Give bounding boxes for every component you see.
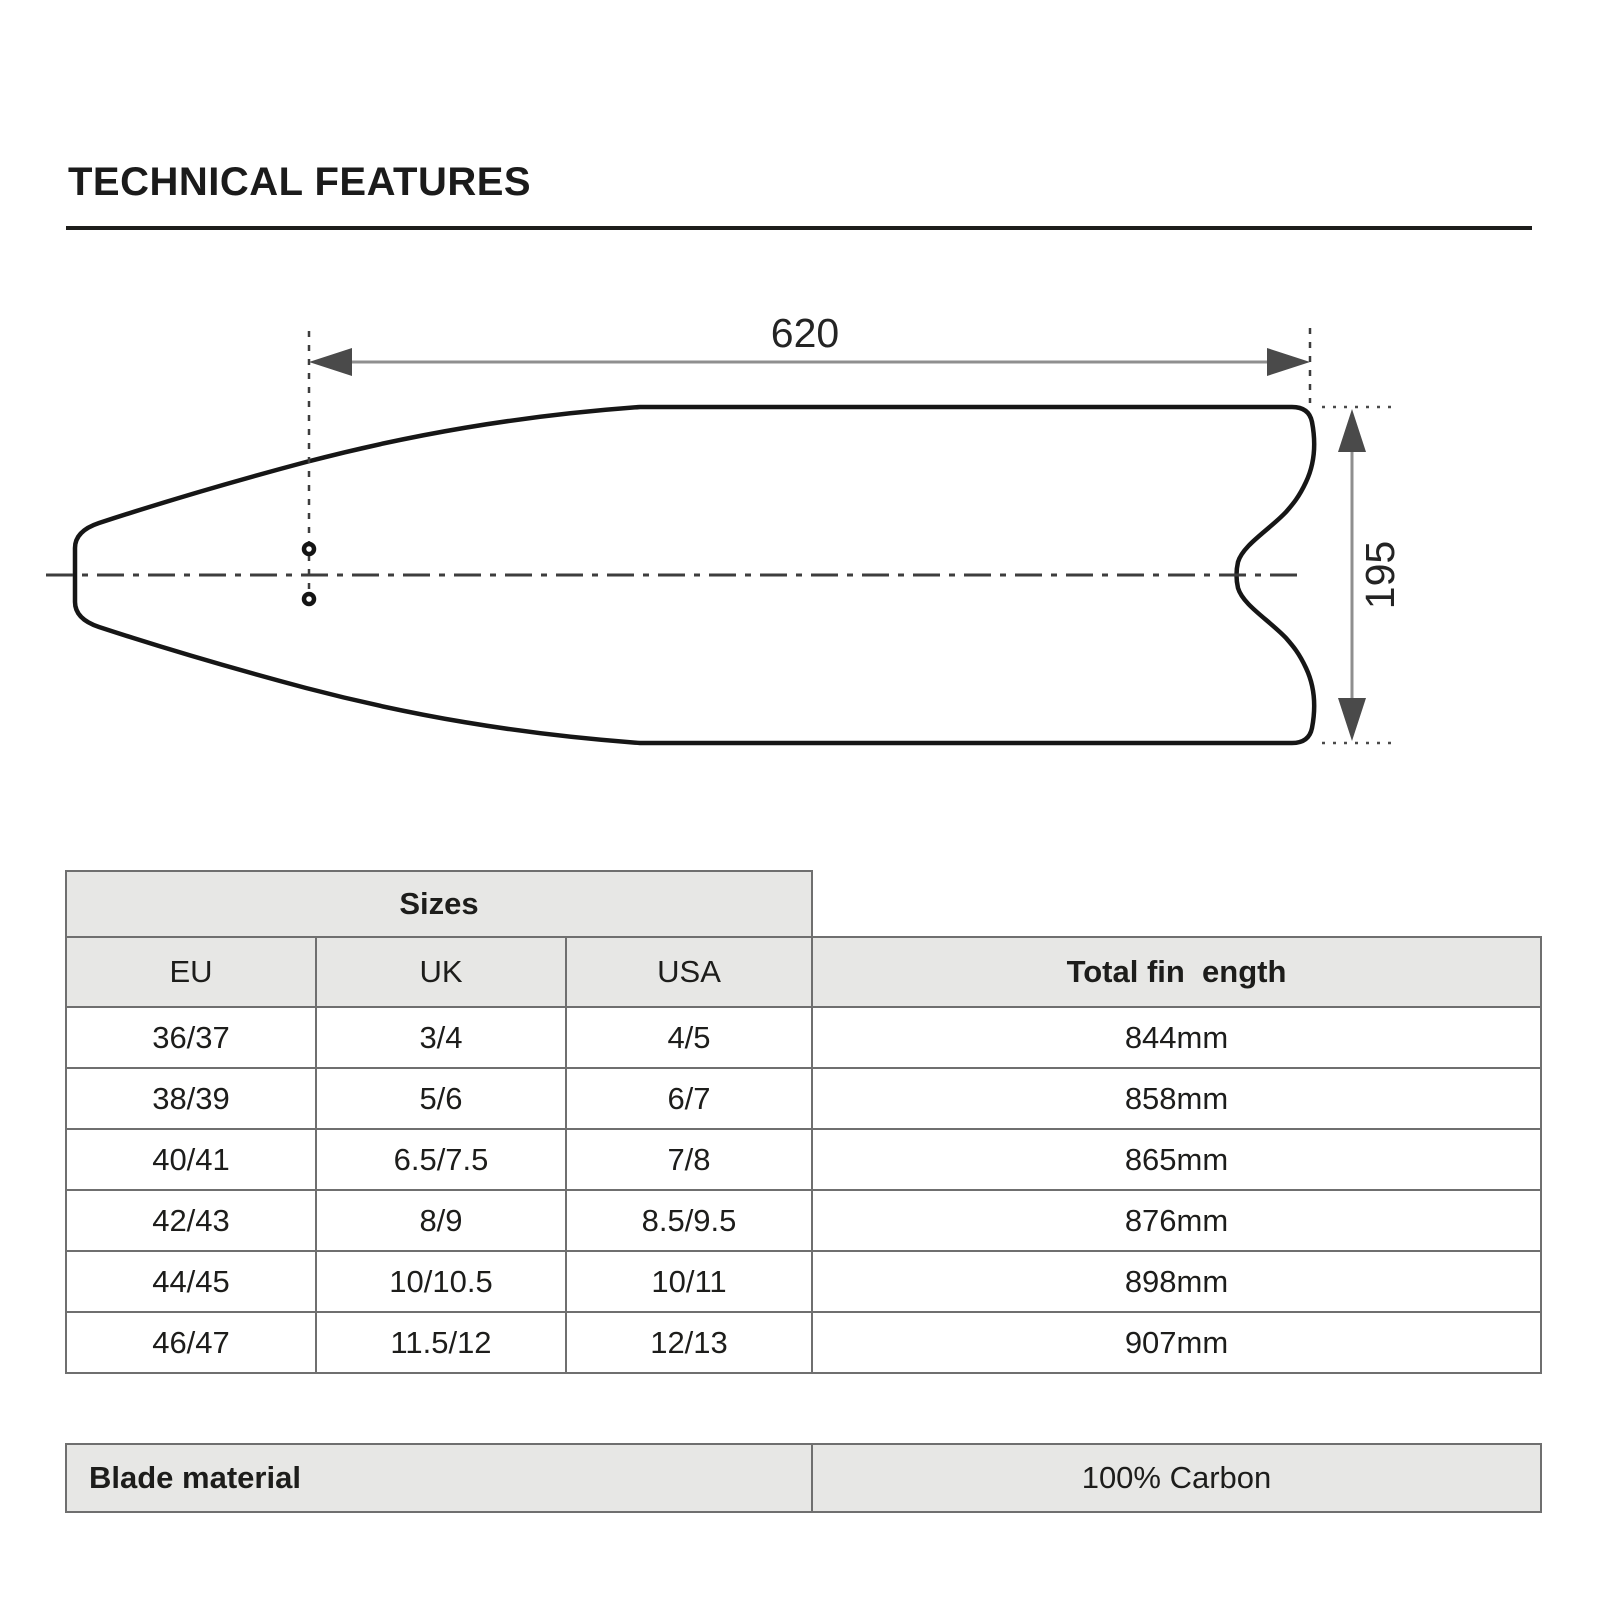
- width-dimension-label: 195: [1357, 540, 1403, 610]
- cell-total: 844mm: [812, 1007, 1541, 1068]
- blade-material-label: Blade material: [66, 1444, 812, 1512]
- cell-eu: 38/39: [66, 1068, 316, 1129]
- column-header-uk: UK: [316, 937, 566, 1007]
- width-arrowhead-bottom: [1338, 698, 1366, 741]
- cell-eu: 42/43: [66, 1190, 316, 1251]
- blade-material-table: [65, 1443, 1542, 1513]
- cell-eu: 40/41: [66, 1129, 316, 1190]
- length-arrowhead-right: [1267, 348, 1310, 376]
- cell-usa: 6/7: [566, 1068, 812, 1129]
- table-row-group-header: [66, 871, 1541, 937]
- table-row: [66, 1190, 1541, 1251]
- table-row: [66, 1251, 1541, 1312]
- cell-total: 898mm: [812, 1251, 1541, 1312]
- title-underline: [66, 226, 1532, 230]
- length-arrowhead-left: [309, 348, 352, 376]
- column-header-eu: EU: [66, 937, 316, 1007]
- column-header-usa: USA: [566, 937, 812, 1007]
- cell-usa: 12/13: [566, 1312, 812, 1373]
- cell-uk: 11.5/12: [316, 1312, 566, 1373]
- cell-usa: 10/11: [566, 1251, 812, 1312]
- table-row-column-headers: [66, 937, 1541, 1007]
- cell-uk: 8/9: [316, 1190, 566, 1251]
- table-row: [66, 1068, 1541, 1129]
- width-arrowhead-top: [1338, 409, 1366, 452]
- cell-uk: 6.5/7.5: [316, 1129, 566, 1190]
- cell-eu: 46/47: [66, 1312, 316, 1373]
- cell-eu: 44/45: [66, 1251, 316, 1312]
- cell-uk: 3/4: [316, 1007, 566, 1068]
- cell-total: 876mm: [812, 1190, 1541, 1251]
- cell-uk: 10/10.5: [316, 1251, 566, 1312]
- cell-usa: 8.5/9.5: [566, 1190, 812, 1251]
- table-row: [66, 1007, 1541, 1068]
- sizes-header-spacer: [812, 871, 1541, 937]
- mounting-hole-top: [304, 544, 314, 554]
- fin-blade-diagram: [0, 270, 1600, 810]
- cell-uk: 5/6: [316, 1068, 566, 1129]
- cell-usa: 7/8: [566, 1129, 812, 1190]
- table-row-blade-material: [66, 1444, 1541, 1512]
- sizes-group-header: Sizes: [66, 871, 812, 937]
- column-header-total-fin-length: Total fin ength: [812, 937, 1541, 1007]
- mounting-hole-bottom: [304, 594, 314, 604]
- sizes-table: [65, 870, 1542, 1374]
- cell-total: 907mm: [812, 1312, 1541, 1373]
- cell-total: 858mm: [812, 1068, 1541, 1129]
- table-row: [66, 1129, 1541, 1190]
- cell-total: 865mm: [812, 1129, 1541, 1190]
- cell-eu: 36/37: [66, 1007, 316, 1068]
- blade-material-value: 100% Carbon: [812, 1444, 1541, 1512]
- length-dimension-label: 620: [770, 310, 840, 356]
- cell-usa: 4/5: [566, 1007, 812, 1068]
- table-row: [66, 1312, 1541, 1373]
- page-title: TECHNICAL FEATURES: [68, 160, 532, 204]
